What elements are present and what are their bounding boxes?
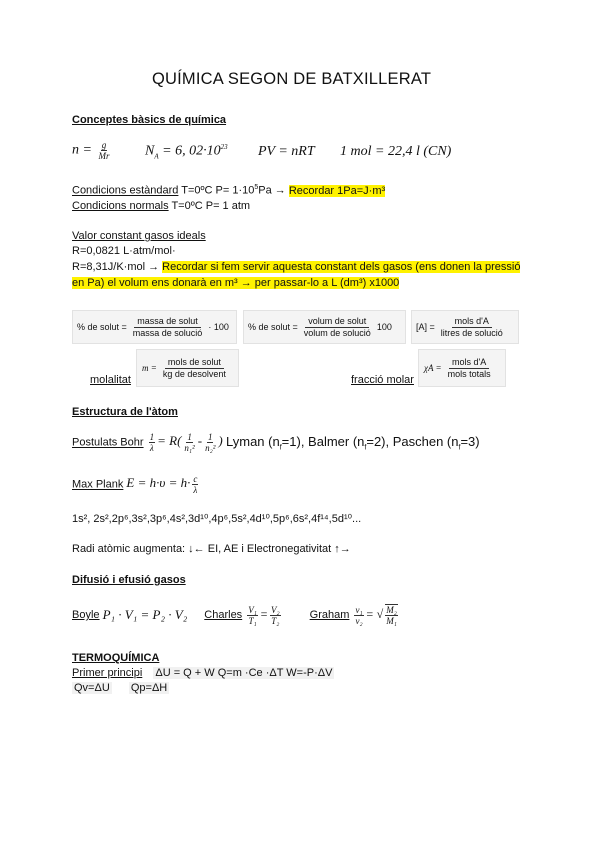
section-heading-thermochemistry: TERMOQUÍMICA [72,652,160,664]
electron-configuration: 1s², 2s²,2p⁶,3s²,3p⁶,4s²,3d¹⁰,4p⁶,5s²,4d¹⁰,5p⁶,6s²,4f¹⁴,5d¹⁰... [72,513,362,525]
equation-molar-volume: 1 mol = 22,4 l (CN) [340,144,452,159]
gas-constant-r1: R=0,0821 L·atm/mol· [72,245,176,257]
section-heading-diffusion: Difusió i efusió gasos [72,574,186,586]
section-heading-basics: Conceptes bàsics de química [72,114,227,126]
gas-constant-r3: en Pa) el volum ens donarà en m³ → per passar-lo a L (dm³) x1000 [72,277,400,289]
gas-constant-r2: R=8,31J/K·mol → Recordar si fem servir aquesta constant dels gasos (ens donen la pressió [72,261,521,273]
first-principle: Primer principi ΔU = Q + W Q=m ·Ce ·ΔT W=-P·ΔV [72,667,333,679]
standard-conditions: Condicions estàndard T=0ºC $P= 1\cdot 10^5Pa$ → Recordar 1Pa=J·m³ [72,184,386,197]
heat-relations: Qv=ΔU Qp=ΔH [74,682,168,694]
atomic-radius-trend: Radi atòmic augmenta: ↓← EI, AE i Electronegativitat ↑→ [72,543,351,555]
gas-constant-label: Valor constant gasos ideals [72,230,206,242]
molality-label: molalitat [90,374,131,386]
section-heading-atom: Estructura de l'àtom [72,406,178,418]
equation-ideal-gas: PV = nRT [258,144,315,159]
page-title: QUÍMICA SEGON DE BATXILLERAT [152,70,432,88]
mole-fraction-label: fracció molar [351,374,414,386]
gas-laws: Boyle P₁ · V₁ = P₂ · V₂ Charles $\frac{\text{V₁}}{\text{T₁}}$ = $\frac{\text{V₂}}{\text{T₂}}$ Graham $\frac{\text{v₁}}{\text{v₂}}$ = √ $\frac{\text{M₂}}{\text{M₁}}$ [72,604,397,626]
equation-avogadro: $N_A = 6$, $02\cdot 10^{23}$ [145,143,228,161]
formula-molarity: [A] = $\frac{\text{mols d'A}}{\text{litres de solució}}$ [411,310,519,344]
equation-moles: n = $\frac{g}{Mr}$ [72,140,110,161]
bohr-postulates: Postulats Bohr $\frac{1}{\lambda}$ = R( $\frac{1}{\text{n₁²}}$ - $\frac{1}{\text{n₂²}}$ ) Lyman $(n_f=1)$, Balmer $(n_f=2)$, Paschen $(n_f=3)$ [72,432,480,453]
formula-mole-fraction: χA = $\frac{\text{mols d'A}}{\text{mols totals}}$ [418,349,506,387]
formula-molality: m = $\frac{\text{mols de solut}}{\text{kg de desolvent}}$ [136,349,239,387]
normal-conditions: Condicions normals T=0ºC P= 1 atm [72,200,251,212]
formula-mass-percent: % de solut = $\frac{\text{massa de solut}}{\text{massa de solució}}$ · 100 [72,310,237,344]
formula-volume-percent: % de solut = $\frac{\text{volum de solut}}{\text{volum de solució}}$ 100 [243,310,406,344]
max-planck: Max Plank E = h·υ = h· $\frac{c}{\lambda}$ [72,474,198,495]
